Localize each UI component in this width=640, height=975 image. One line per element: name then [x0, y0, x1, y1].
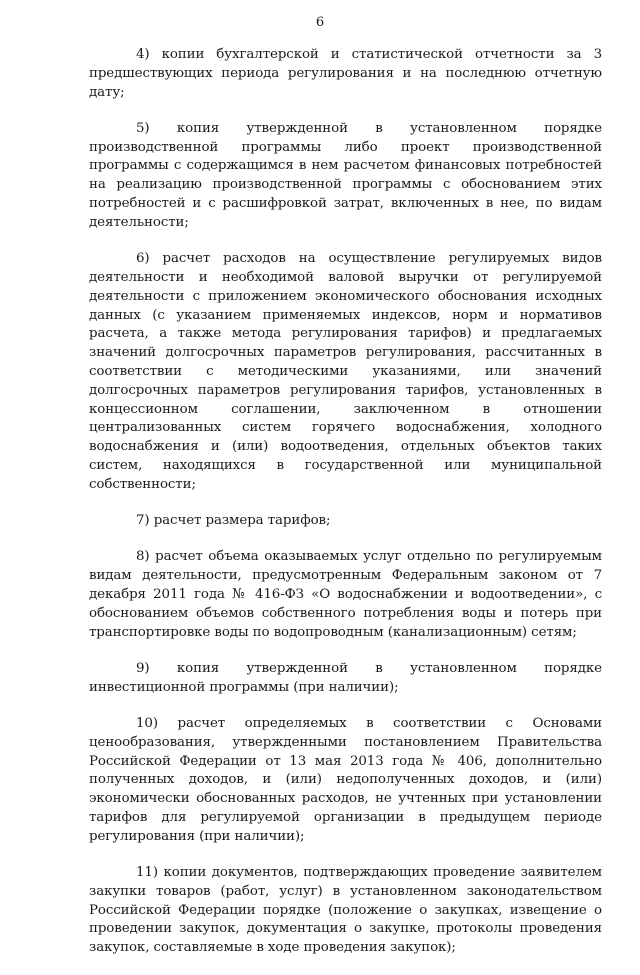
- page-number: 6: [315, 15, 325, 30]
- paragraph-item-5: 5) копия утвержденной в установленном порядке производственной программы либо проект производственной программы с содержащимся в нем расчетом финансовых потребностей на реализацию производственной программы с обоснованием этих потребностей и с расшифровкой затрат, включенных в нее, по видам деятельности;: [89, 120, 602, 230]
- paragraph-item-11: 11) копии документов, подтверждающих проведение заявителем закупки товаров (работ, услуг) в установленном законодательством Российской Федерации порядке (положение о закупках, извещение о проведении закупок, документация о закупке, протоколы проведения закупок, составляемые в ходе проведения закупок);: [89, 864, 602, 956]
- paragraph-item-10: 10) расчет определяемых в соответствии с Основами ценообразования, утвержденными постановлением Правительства Российской Федерации от 13 мая 2013 года № 406, дополнительно полученных доходов, и (или) недополученных доходов, и (или) экономически обоснованных расходов, не учтенных при установлении тарифов для регулируемой организации в предыдущем периоде регулирования (при наличии);: [89, 715, 602, 844]
- document-body: [89, 46, 602, 975]
- paragraph-item-4: 4) копии бухгалтерской и статистической отчетности за 3 предшествующих периода регулирования и на последнюю отчетную дату;: [89, 47, 602, 100]
- paragraph-item-7: 7) расчет размера тарифов;: [136, 513, 331, 529]
- paragraph-item-6: 6) расчет расходов на осуществление регулируемых видов деятельности и необходимой валовой выручки от регулируемой деятельности с приложением экономического обоснования исходных данных (с указанием применяемых индексов, норм и нормативов расчета, а также метода регулирования тарифов) и предлагаемых значений долгосрочных параметров регулирования, рассчитанных в соответствии с методическими указаниями, или значений долгосрочных параметров регулирования тарифов, установленных в концессионном соглашении, заключенном в отношении централизованных систем горячего водоснабжения, холодного водоснабжения и (или) водоотведения, отдельных объектов таких систем, находящихся в государственной или муниципальной собственности;: [89, 251, 602, 492]
- paragraph-item-8: 8) расчет объема оказываемых услуг отдельно по регулируемым видам деятельности, предусмотренным Федеральным законом от 7 декабря 2011 года № 416-ФЗ «О водоснабжении и водоотведении», с обоснованием объемов собственного потребления воды и потерь при транспортировке воды по водопроводным (канализационным) сетям;: [89, 549, 602, 640]
- paragraph-item-9: 9) копия утвержденной в установленном порядке инвестиционной программы (при наличии);: [89, 660, 602, 695]
